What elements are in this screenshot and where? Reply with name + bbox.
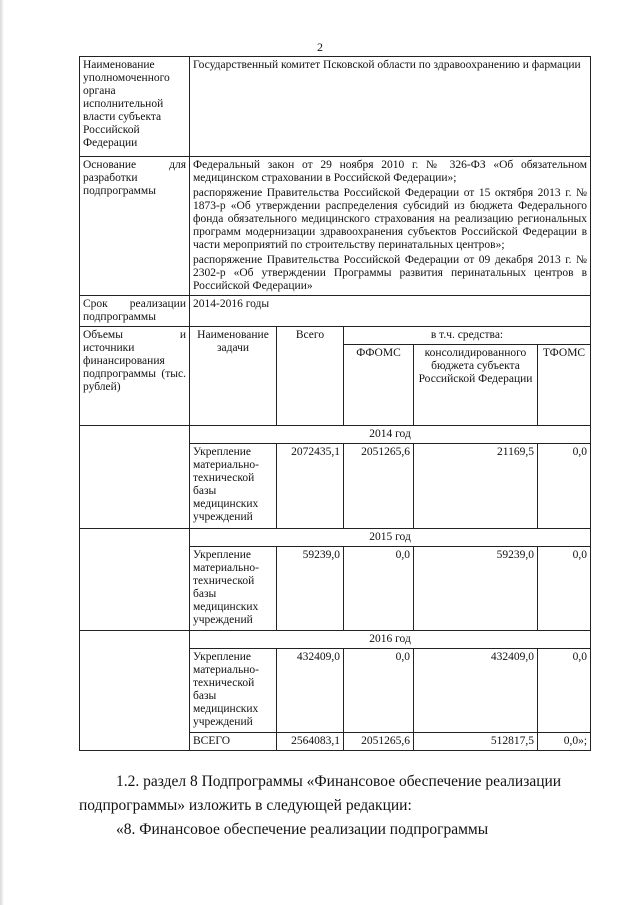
task-cell: Укрепление материально-технической базы медицинских учреждений	[190, 649, 277, 733]
amendment-paragraph-line-1: 1.2. раздел 8 Подпрограммы «Финансовое обеспечение реализации	[116, 773, 562, 790]
row-label: Основание для разработки подпрограммы	[80, 157, 190, 296]
empty-cell	[80, 649, 190, 733]
finance-header-row	[80, 327, 591, 345]
year-label: 2015 год	[190, 528, 591, 546]
basis-item: распоряжение Правительства Российской Федерации от 15 октября 2013 г. № 1873-р «Об утверждении распределения субсидий из бюджета Федерального фонда обязательного медицинского страхования на реализацию региональных программ модернизации здравоохранения субъектов Российской Федерации в части мероприятий по строительству перинатальных центров»;	[193, 187, 588, 251]
grand-total-consolidated: 512817,5	[414, 733, 538, 751]
table-row	[80, 649, 591, 733]
col-header-task: Наименование задачи	[190, 327, 277, 426]
col-header-tfoms: ТФОМС	[538, 345, 591, 426]
ffoms-cell: 0,0	[344, 546, 414, 631]
row-value	[190, 157, 591, 296]
task-cell: Укрепление материально-технической базы медицинских учреждений	[190, 444, 277, 529]
col-header-including: в т.ч. средства:	[344, 327, 591, 345]
empty-cell	[80, 528, 190, 546]
empty-cell	[80, 444, 190, 529]
table-row	[80, 157, 591, 296]
col-header-total: Всего	[277, 327, 344, 426]
section-heading: «8. Финансовое обеспечение реализации подпрограммы	[116, 821, 489, 838]
tfoms-cell: 0,0	[538, 444, 591, 529]
empty-cell	[80, 546, 190, 631]
total-cell: 432409,0	[277, 649, 344, 733]
grand-total-total: 2564083,1	[277, 733, 344, 751]
tfoms-cell: 0,0	[538, 546, 591, 631]
table-row	[80, 444, 591, 529]
page-number: 2	[317, 40, 323, 54]
table-row	[80, 296, 591, 327]
col-header-consolidated: консолидированного бюджета субъекта Российской Федерации	[414, 345, 538, 426]
tfoms-cell: 0,0	[538, 649, 591, 733]
col-header-ffoms: ФФОМС	[344, 345, 414, 426]
year-label: 2016 год	[190, 631, 591, 649]
task-cell: Укрепление материально-технической базы медицинских учреждений	[190, 546, 277, 631]
row-label: Срок реализации подпрограммы	[80, 296, 190, 327]
grand-total-tfoms: 0,0»;	[538, 733, 591, 751]
table-row	[80, 57, 591, 157]
basis-item: Федеральный закон от 29 ноября 2010 г. № 326-ФЗ «Об обязательном медицинском страховании в Российской Федерации»;	[193, 159, 588, 184]
scan-edge-shadow	[0, 0, 4, 905]
total-cell: 2072435,1	[277, 444, 344, 529]
consolidated-cell: 432409,0	[414, 649, 538, 733]
total-cell: 59239,0	[277, 546, 344, 631]
row-value: Государственный комитет Псковской области по здравоохранению и фармации	[190, 57, 591, 157]
empty-cell	[80, 733, 190, 751]
year-row	[80, 631, 591, 649]
year-label: 2014 год	[190, 426, 591, 444]
subprogram-passport-table	[79, 56, 591, 751]
row-label: Объемы и источники финансирования подпрограммы (тыс. рублей)	[80, 327, 190, 426]
row-label: Наименование уполномоченного органа исполнительной власти субъекта Российской Федерации	[80, 57, 190, 157]
basis-item: распоряжение Правительства Российской Федерации от 09 декабря 2013 г. № 2302-р «Об утверждении Программы развития перинатальных центров в Российской Федерации»	[193, 254, 588, 292]
table-row	[80, 546, 591, 631]
consolidated-cell: 21169,5	[414, 444, 538, 529]
row-value: 2014-2016 годы	[190, 296, 591, 327]
ffoms-cell: 2051265,6	[344, 444, 414, 529]
empty-cell	[80, 631, 190, 649]
grand-total-label: ВСЕГО	[190, 733, 277, 751]
year-row	[80, 528, 591, 546]
empty-cell	[80, 426, 190, 444]
consolidated-cell: 59239,0	[414, 546, 538, 631]
ffoms-cell: 0,0	[344, 649, 414, 733]
grand-total-row	[80, 733, 591, 751]
grand-total-ffoms: 2051265,6	[344, 733, 414, 751]
year-row	[80, 426, 591, 444]
amendment-paragraph-line-2: подпрограммы» изложить в следующей редакции:	[79, 797, 412, 814]
